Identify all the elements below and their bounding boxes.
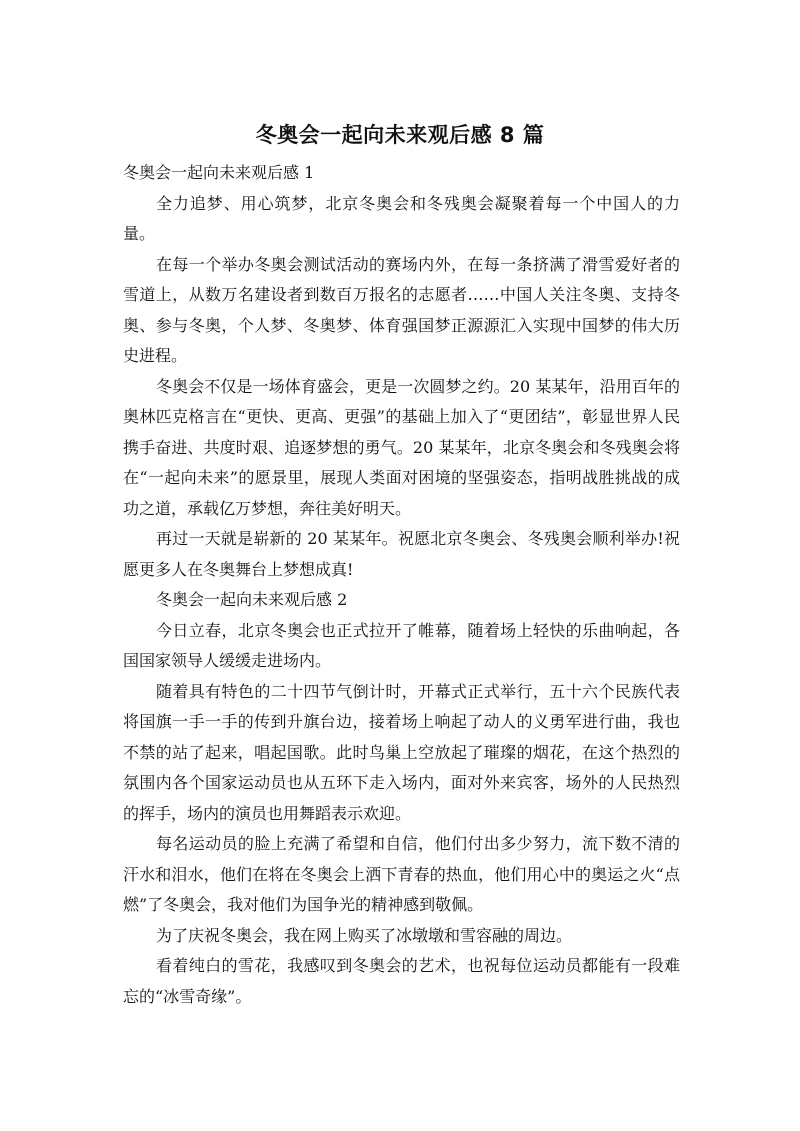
document-body [123,158,680,1012]
paragraph: 在每一个举办冬奥会测试活动的赛场内外，在每一条挤满了滑雪爱好者的雪道上，从数万名建设者到数百万报名的志愿者……中国人关注冬奥、支持冬奥、参与冬奥，个人梦、冬奥梦、体育强国梦正源源汇入实现中国梦的伟大历史进程。 [123,254,680,365]
section-heading-1: 冬奥会一起向未来观后感 1 [123,163,315,182]
section-heading-2: 冬奥会一起向未来观后感 2 [156,590,348,609]
paragraph: 随着具有特色的二十四节气倒计时，开幕式正式举行，五十六个民族代表将国旗一手一手的传到升旗台边，接着场上响起了动人的义勇军进行曲，我也不禁的站了起来，唱起国歌。此时鸟巢上空放起了璀璨的烟花，在这个热烈的氛围内各个国家运动员也从五环下走入场内，面对外来宾客，场外的人民热烈的挥手，场内的演员也用舞蹈表示欢迎。 [123,681,680,823]
paragraph: 全力追梦、用心筑梦，北京冬奥会和冬残奥会凝聚着每一个中国人的力量。 [123,193,680,243]
document-title: 冬奥会一起向未来观后感 8 篇 [255,123,545,147]
paragraph: 每名运动员的脸上充满了希望和自信，他们付出多少努力，流下数不清的汗水和泪水，他们在将在冬奥会上洒下青春的热血，他们用心中的奥运之火“点燃”了冬奥会，我对他们为国争光的精神感到敬佩。 [123,834,680,914]
paragraph: 再过一天就是崭新的 20 某某年。祝愿北京冬奥会、冬残奥会顺利举办!祝愿更多人在冬奥舞台上梦想成真! [123,529,680,579]
paragraph: 看着纯白的雪花，我感叹到冬奥会的艺术，也祝每位运动员都能有一段难忘的“冰雪奇缘”。 [123,956,680,1006]
paragraph: 今日立春，北京冬奥会也正式拉开了帷幕，随着场上轻快的乐曲响起，各国国家领导人缓缓走进场内。 [123,620,680,670]
paragraph: 冬奥会不仅是一场体育盛会，更是一次圆梦之约。20 某某年，沿用百年的奥林匹克格言在“更快、更高、更强”的基础上加入了“更团结”，彰显世界人民携手奋进、共度时艰、追逐梦想的勇气。20 某某年，北京冬奥会和冬残奥会将在“一起向未来”的愿景里，展现人类面对困境的坚强姿态，指明战胜挑战的成功之道，承载亿万梦想，奔往美好明天。 [123,376,680,518]
paragraph: 为了庆祝冬奥会，我在网上购买了冰墩墩和雪容融的周边。 [156,925,573,945]
